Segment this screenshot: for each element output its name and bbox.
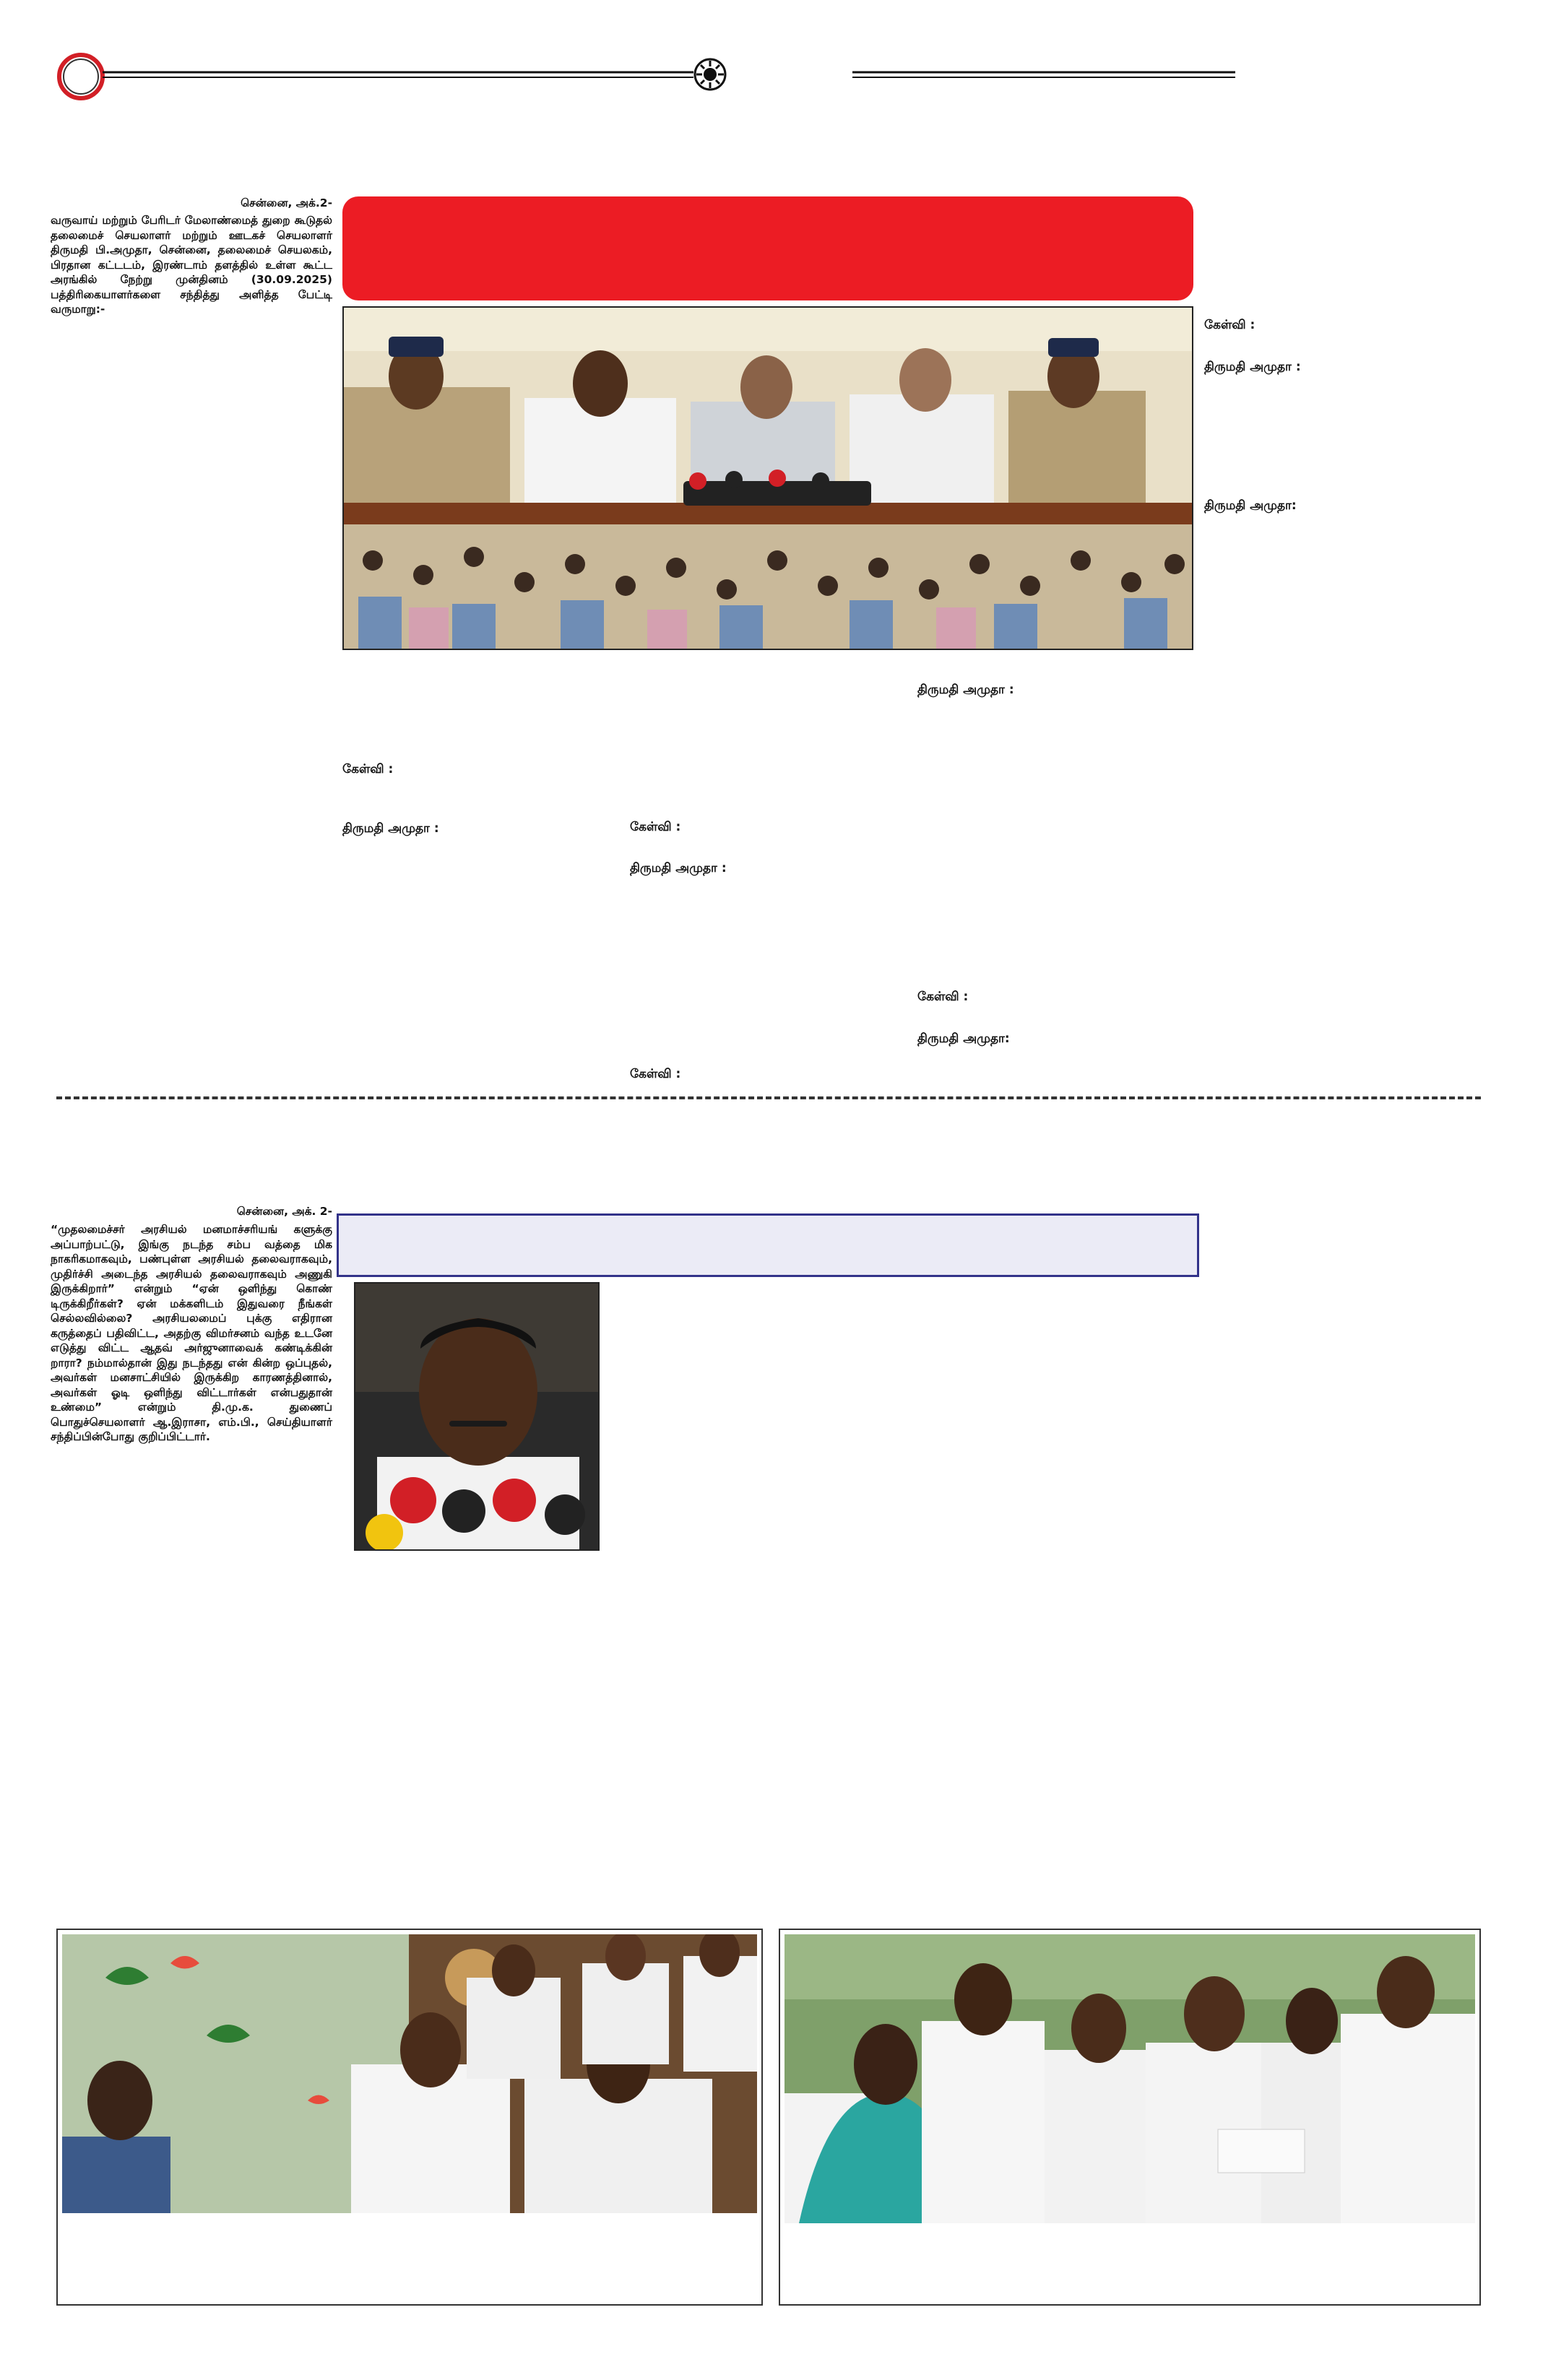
article1-lead: வருவாய் மற்றும் பேரிடர் மேலாண்மைத் துறை கூடுதல் தலைமைச் செயலாளர் மற்றும் ஊடகச் செயலாளர் திருமதி பி.அமுதா, சென்னை, தலைமைச் செயலகம், பிரதான கட்டடம், இரண்டாம் தளத்தில் உள்ள கூட்ட அரங்கில் நேற்று முன்தினம் (30.09.2025) பத்திரிகையாளர்களை சந்தித்து அளித்த பேட்டி வருமாறு:- xyxy=(51,214,332,316)
answer-label: திருமதி அமுதா : xyxy=(1204,360,1301,374)
section-divider xyxy=(56,1096,1481,1099)
meeting-photo xyxy=(62,1934,757,2213)
raja-press-photo xyxy=(354,1282,600,1551)
q-label: கேள்வி : xyxy=(1204,318,1255,332)
answer-label: திருமதி அமுதா: xyxy=(1204,498,1297,513)
q-label: கேள்வி : xyxy=(630,820,681,834)
article1-dateline: சென்னை, அக்.2- xyxy=(241,196,332,209)
answer-label: திருமதி அமுதா : xyxy=(630,861,727,875)
q-label: கேள்வி : xyxy=(917,990,969,1004)
article2-lead: “முதலமைச்சர் அரசியல் மனமாச்சரியங் களுக்கு அப்பாற்பட்டு, இங்கு நடந்த சம்ப வத்தை மிக நாகரிகமாகவும், பண்புள்ள அரசியல் தலைவராகவும், முதிர்ச்சி அடைந்த அரசியல் தலைவராகவும் அணுகி இருக்கிறார்” என்றும் “ஏன் ஒளிந்து கொண் டிருக்கிறீர்கள்? ஏன் மக்களிடம் இதுவரை நீங்கள் செல்லவில்லை? அரசியலமைப் புக்கு எதிரான கருத்தைப் பதிவிட்ட, அதற்கு விமர்சனம் வந்த உடனே எடுத்து விட்ட ஆதவ் அர்ஜுனாவைக் கண்டிக்கின் றாரா? நம்மால்தான் இது நடந்தது என் கின்ற ஒப்புதல், அவர்கள் மனசாட்சியில் இருக்கிற காரணத்தினால், அவர்கள் ஓடி ஒளிந்து விட்டார்கள் என்பதுதான் உண்மை” என்றும் தி.மு.க. துணைப் பொதுச்செயலாளர் ஆ.இராசா, எம்.பி., செய்தியாளர் சந்திப்பின்போது குறிப்பிட்டார். xyxy=(51,1223,332,1443)
press-conference-photo xyxy=(342,306,1193,650)
q-label: கேள்வி : xyxy=(630,1067,681,1081)
answer-label: திருமதி அமுதா: xyxy=(917,1031,1010,1046)
inspection-photo xyxy=(785,1934,1475,2223)
answer-label: திருமதி அமுதா : xyxy=(342,821,439,836)
answer-label: திருமதி அமுதா : xyxy=(917,683,1014,697)
masthead-rule xyxy=(51,51,1264,101)
article1-headline-banner xyxy=(342,196,1193,300)
masthead-circle xyxy=(59,55,103,98)
bottom-photo-frame-right xyxy=(779,1929,1481,2306)
sun-logo-icon xyxy=(692,56,728,92)
bottom-photo-frame-left xyxy=(56,1929,763,2306)
article2-headline-box xyxy=(337,1213,1199,1277)
q-label: கேள்வி : xyxy=(342,762,394,776)
article2-dateline: சென்னை, அக். 2- xyxy=(236,1205,332,1218)
